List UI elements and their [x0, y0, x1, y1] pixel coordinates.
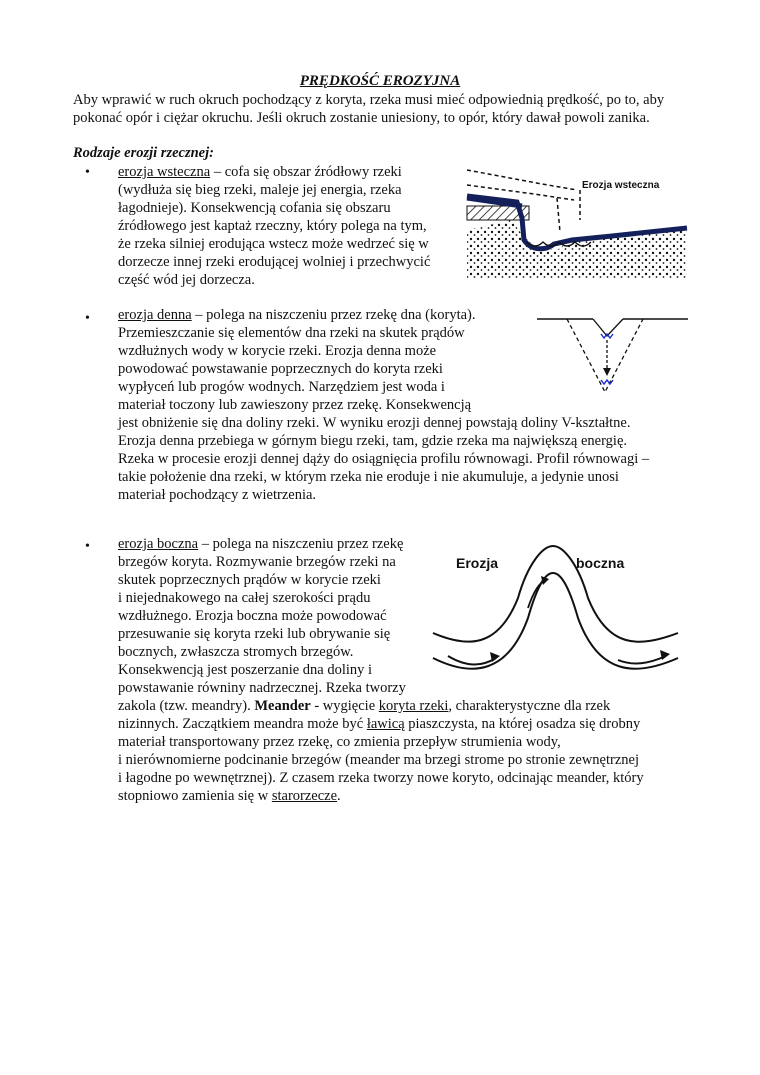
erozja-wsteczna-label: Erozja wsteczna [582, 180, 660, 191]
term-meander: Meander [254, 698, 311, 714]
term-erozja-wsteczna: erozja wsteczna [118, 164, 211, 180]
link-starorzecze[interactable]: starorzecze [271, 788, 338, 804]
page-title: PRĘDKOŚĆ EROZYJNA [299, 73, 461, 89]
intro-paragraph: Aby wprawić w ruch okruch pochodzący z koryta, rzeka musi mieć odpowiednią prędkość, po to, aby pokonać opór i ciężar okruchu. Jeśli okruch zostanie uniesiony, to opór, który dawał powoli zanika. [73, 92, 665, 126]
erozja-boczna-label-right: boczna [576, 555, 625, 571]
erozja-boczna-diagram [428, 538, 686, 690]
term-erozja-boczna: erozja boczna [118, 536, 199, 552]
section-erozja-boczna: erozja boczna – polega na niszczeniu przez rzekę brzegów koryta. Rozmywanie brzegów rzeki na skutek poprzecznych prądów w korycie rzeki i niejednakowego na całej szerokości prądu wzdłużnego. Erozja boczna może powodować przesuwanie się koryta rzeki lub obrywanie się bocznych, zwłaszcza stromych brzegów. Konsekwencją jest poszerzanie dna doliny i powstawanie równiny nadrzecznej. Rzeka tworzy zakola (tzw. meandry). Meander - wygięcie koryta rzeki, charakterystyczne dla rzek nizinnych. Zaczątkiem meandra może być ławicą piaszczysta, na której osadza się drobny materiał transportowany przez rzekę, co zmienia przepływ strumienia wody, i nierównomierne podcinanie brzegów (meander ma brzegi strome po stronie zewnętrznej i łagodne po wewnętrznej). Z czasem rzeka tworzy nowe koryto, odcinając meander, który stopniowo zamienia się w starorzecze. [118, 536, 644, 804]
erozja-boczna-label-left: Erozja [456, 555, 499, 571]
erozja-wsteczna-diagram [462, 160, 692, 280]
bullet-3: • [85, 539, 90, 554]
bullet-2: • [85, 311, 90, 326]
link-lawica[interactable]: ławicą [366, 716, 405, 732]
erozja-denna-diagram [535, 314, 690, 400]
section-erozja-denna: erozja denna – polega na niszczeniu przez rzekę dna (koryta). Przemieszczanie się elementów dna rzeki na skutek prądów wzdłużnych wody w korycie rzeki. Erozja denna może powodować powstawanie poprzecznych do koryta rzeki wypłyceń lub progów wodnych. Narzędziem jest woda i materiał toczony lub zawieszony przez rzekę. Konsekwencją jest obniżenie się dna doliny rzeki. W wyniku erozji dennej powstają doliny V-kształtne. Erozja denna przebiega w górnym biegu rzeki, tam, gdzie rzeka ma największą energię. Rzeka w procesie erozji dennej dąży do osiągnięcia profilu równowagi. Profil równowagi – takie położenie dna rzeki, w którym rzeka nie eroduje i nie akumuluje, a jedynie unosi materiał pochodzący z wietrzenia. [118, 307, 650, 503]
section-erozja-wsteczna: erozja wsteczna – cofa się obszar źródłowy rzeki (wydłuża się bieg rzeki, maleje jej energia, rzeka łagodnieje). Konsekwencją cofania się obszaru źródłowego jest kaptaż rzeczny, który polega na tym, że rzeka silniej erodująca wstecz może wedrzeć się w dorzecze innej rzeki erodującej wolniej i przechwycić część wód jej dorzecza. [118, 164, 431, 288]
bullet-1: • [85, 165, 90, 180]
term-erozja-denna: erozja denna [118, 307, 192, 323]
link-koryta-rzeki[interactable]: koryta rzeki [378, 698, 449, 714]
section-subheading: Rodzaje erozji rzecznej: [73, 145, 214, 161]
